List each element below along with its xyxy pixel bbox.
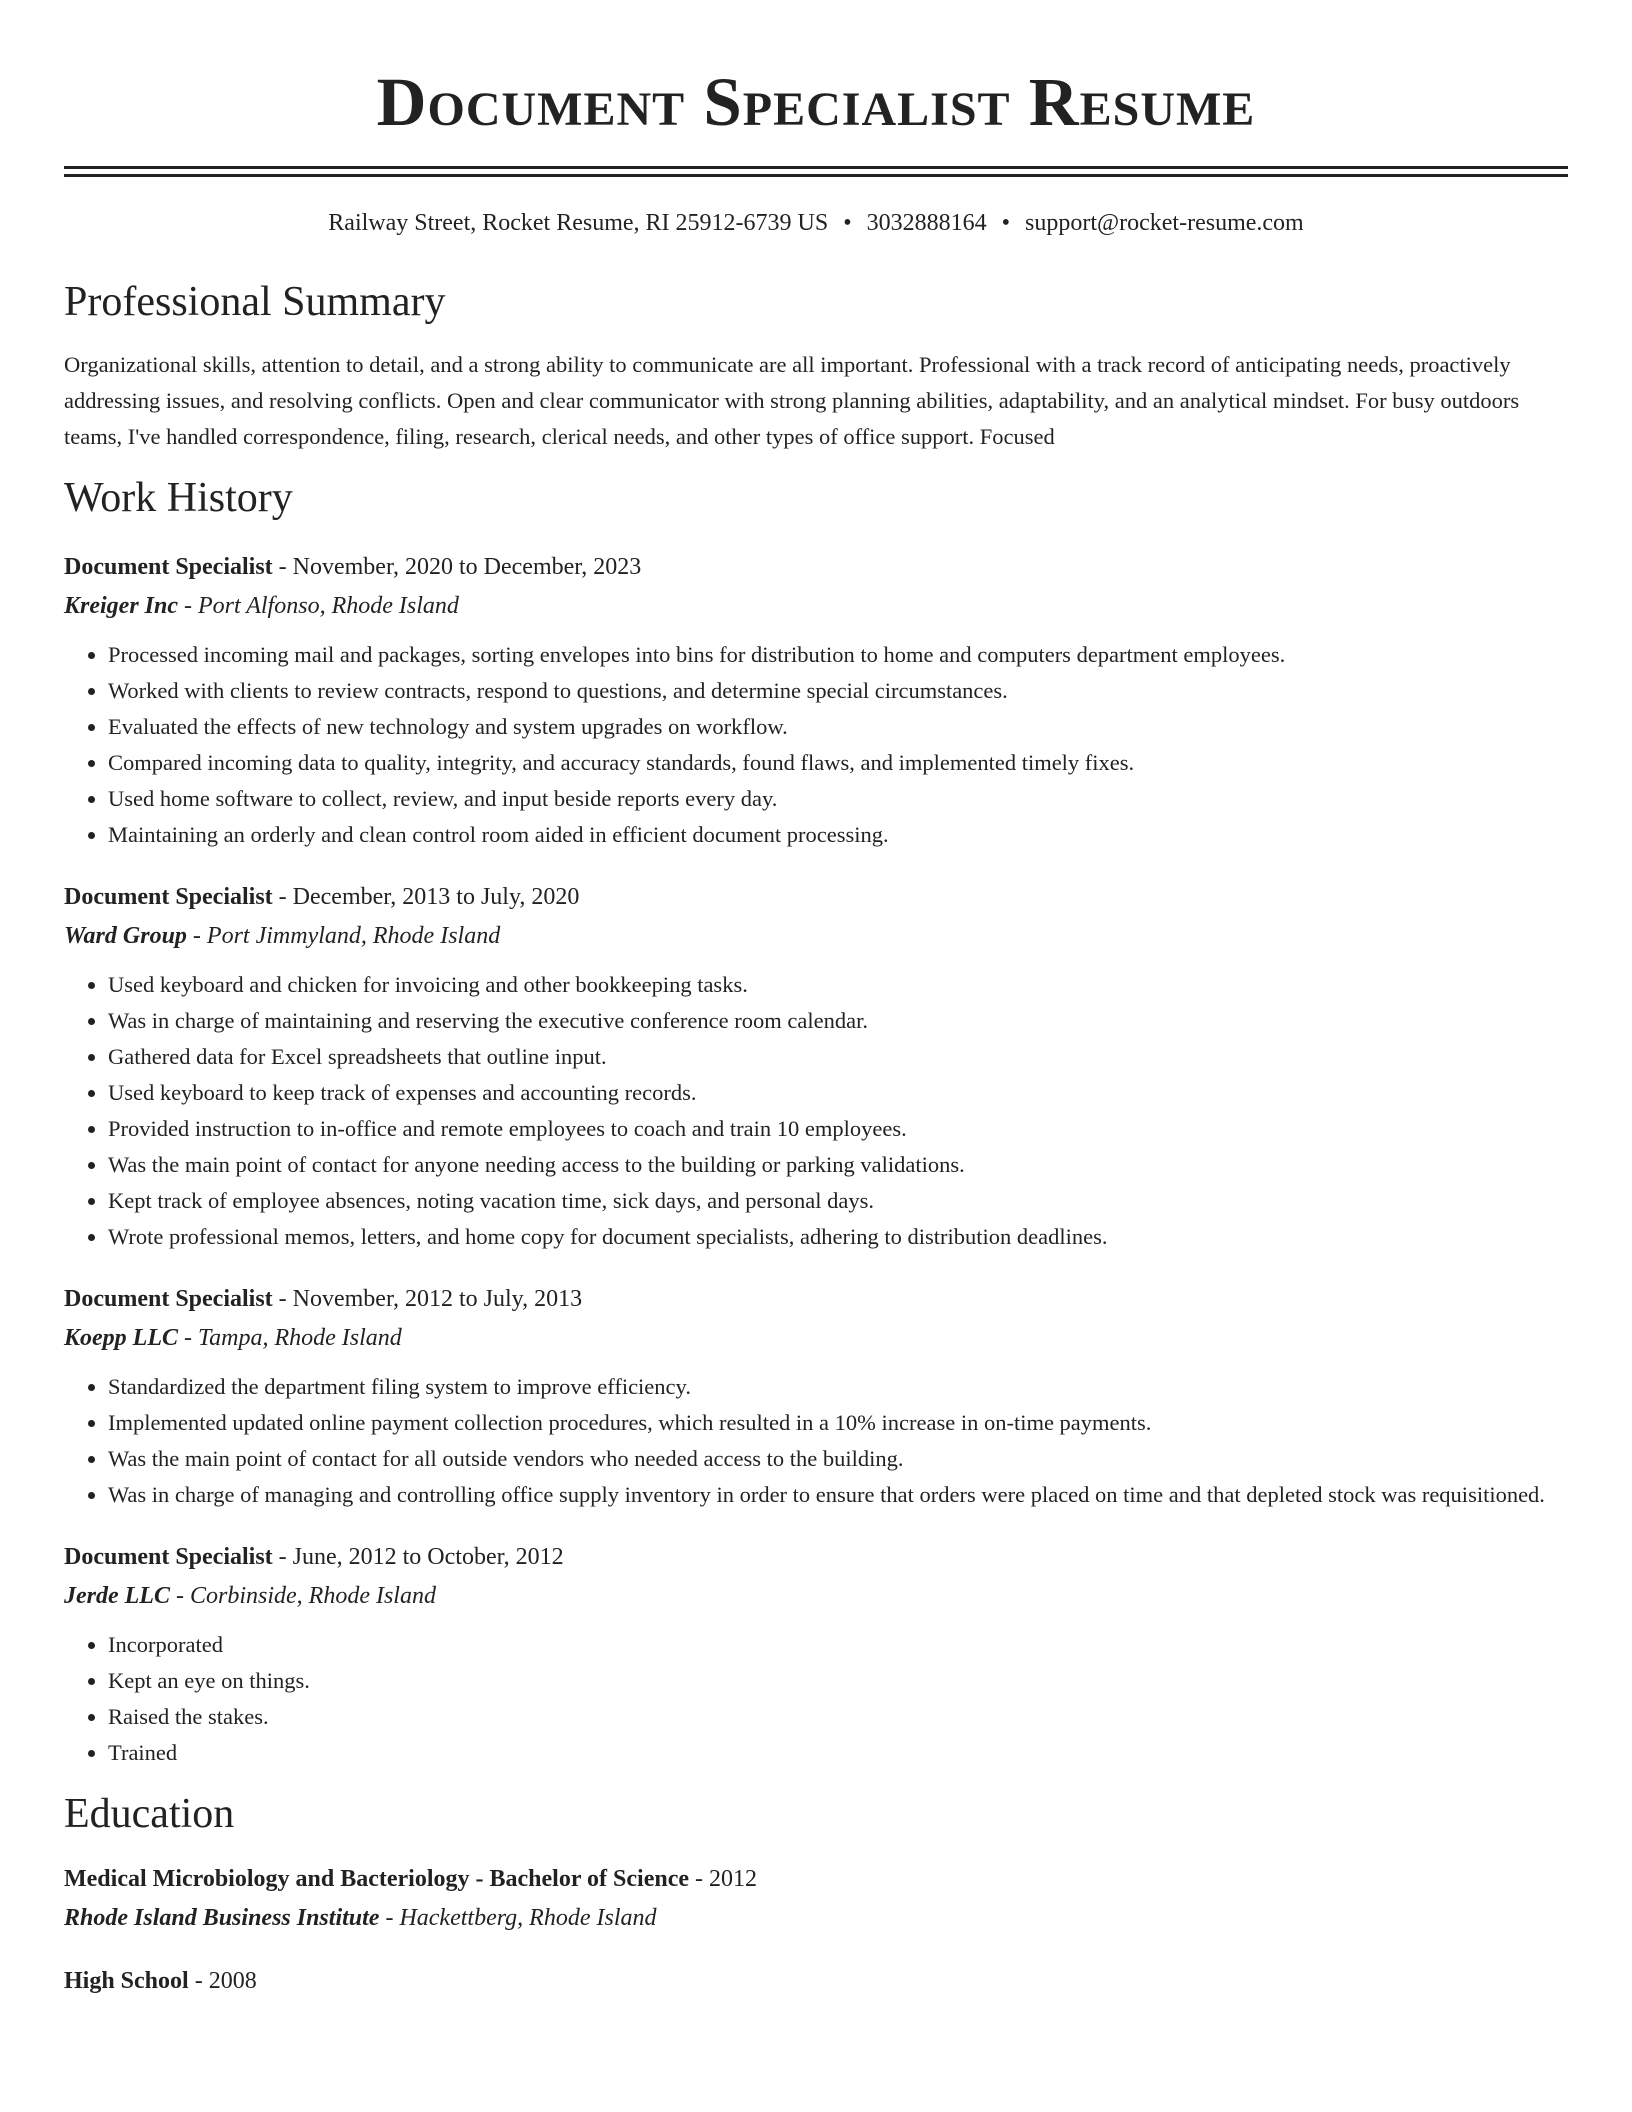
list-item: • Trained [108,1735,1568,1771]
list-item: • Wrote professional memos, letters, and home copy for document specialists, adhering to distribution deadlines. [108,1219,1568,1255]
resume-page [64,0,1568,2001]
job-entry [64,1537,1568,1771]
list-item: • Used home software to collect, review, and input beside reports every day. [108,781,1568,817]
education-year: - 2008 [188,1968,257,1994]
contact-phone[interactable]: 3032888164 [866,210,987,236]
job-role: Document Specialist [64,1544,273,1570]
job-duties [64,967,1568,1255]
education-location: - Hackettberg, Rhode Island [379,1905,657,1931]
contact-separator: • [1001,210,1011,236]
job-company-line [64,1319,1568,1357]
job-company: Jerde LLC [64,1583,170,1609]
education-entry [64,1961,1568,2001]
job-company-line [64,587,1568,625]
list-item: • Was in charge of managing and controlling office supply inventory in order to ensure that orders were placed on time and that depleted stock was requisitioned. [108,1477,1568,1513]
job-role: Document Specialist [64,1286,273,1312]
list-item: • Kept an eye on things. [108,1663,1568,1699]
list-item: • Was in charge of maintaining and reserving the executive conference room calendar. [108,1003,1568,1039]
resume-title: Document Specialist Resume [376,64,1256,140]
list-item: • Standardized the department filing system to improve efficiency. [108,1369,1568,1405]
list-item: • Maintaining an orderly and clean control room aided in efficient document processing. [108,817,1568,853]
education-school: Rhode Island Business Institute [64,1905,380,1931]
job-entry [64,547,1568,853]
job-role: Document Specialist [64,554,273,580]
list-item: • Was the main point of contact for all outside vendors who needed access to the building. [108,1441,1568,1477]
education-school-line [64,1899,1568,1937]
work-history-heading: Work History [64,475,293,521]
job-company: Ward Group [64,923,187,949]
job-location: - Corbinside, Rhode Island [169,1583,436,1609]
job-company: Kreiger Inc [64,593,178,619]
job-company-line [64,1577,1568,1615]
list-item: • Worked with clients to review contracts, respond to questions, and determine special circumstances. [108,673,1568,709]
job-location: - Port Jimmyland, Rhode Island [186,923,501,949]
summary-text: Organizational skills, attention to detail, and a strong ability to communicate are all important. Professional with a track record of anticipating needs, proactively addressing issues, and resolving conflicts. Open and clear communicator with strong planning abilities, adaptability, and an analytical mindset. For busy outdoors teams, I've handled correspondence, filing, research, clerical needs, and other types of office support. Focused [64,352,1520,449]
job-entry [64,1279,1568,1513]
job-dates: - November, 2012 to July, 2013 [272,1286,583,1312]
list-item: • Processed incoming mail and packages, sorting envelopes into bins for distribution to home and computers department employees. [108,637,1568,673]
job-dates: - November, 2020 to December, 2023 [272,554,642,580]
list-item: • Used keyboard to keep track of expenses and accounting records. [108,1075,1568,1111]
list-item: • Was the main point of contact for anyone needing access to the building or parking validations. [108,1147,1568,1183]
education-degree-line [64,1961,1568,2001]
job-company: Koepp LLC [64,1325,178,1351]
contact-email[interactable]: support@rocket-resume.com [1025,210,1304,236]
job-dates: - June, 2012 to October, 2012 [272,1544,564,1570]
job-duties [64,1369,1568,1513]
job-title-line [64,877,1568,917]
education-degree-line [64,1859,1568,1899]
contact-separator: • [843,210,852,236]
job-role: Document Specialist [64,884,273,910]
job-title-line [64,1279,1568,1319]
list-item: • Compared incoming data to quality, integrity, and accuracy standards, found flaws, and implemented timely fixes. [108,745,1568,781]
job-title-line [64,1537,1568,1577]
job-entry [64,877,1568,1255]
contact-address: Railway Street, Rocket Resume, RI 25912-6739 US [328,210,829,236]
list-item: • Kept track of employee absences, noting vacation time, sick days, and personal days. [108,1183,1568,1219]
job-location: - Port Alfonso, Rhode Island [178,593,459,619]
title-divider-bottom [64,174,1568,177]
list-item: • Gathered data for Excel spreadsheets that outline input. [108,1039,1568,1075]
job-company-line [64,917,1568,955]
list-item: • Incorporated [108,1627,1568,1663]
job-duties [64,1627,1568,1771]
list-item: • Raised the stakes. [108,1699,1568,1735]
job-duties [64,637,1568,853]
job-dates: - December, 2013 to July, 2020 [272,884,580,910]
education-degree: High School [64,1968,189,1994]
list-item: • Used keyboard and chicken for invoicing and other bookkeeping tasks. [108,967,1568,1003]
list-item: • Provided instruction to in-office and remote employees to coach and train 10 employees. [108,1111,1568,1147]
education-degree: Medical Microbiology and Bacteriology - Bachelor of Science [64,1866,690,1892]
job-title-line [64,547,1568,587]
education-entry [64,1859,1568,1937]
list-item: • Implemented updated online payment collection procedures, which resulted in a 10% increase in on-time payments. [108,1405,1568,1441]
education-year: - 2012 [689,1866,758,1892]
title-divider-top [64,166,1568,169]
list-item: • Evaluated the effects of new technology and system upgrades on workflow. [108,709,1568,745]
job-location: - Tampa, Rhode Island [178,1325,402,1351]
summary-heading: Professional Summary [64,279,446,325]
education-heading: Education [64,1791,235,1837]
contact-line [64,207,1568,239]
